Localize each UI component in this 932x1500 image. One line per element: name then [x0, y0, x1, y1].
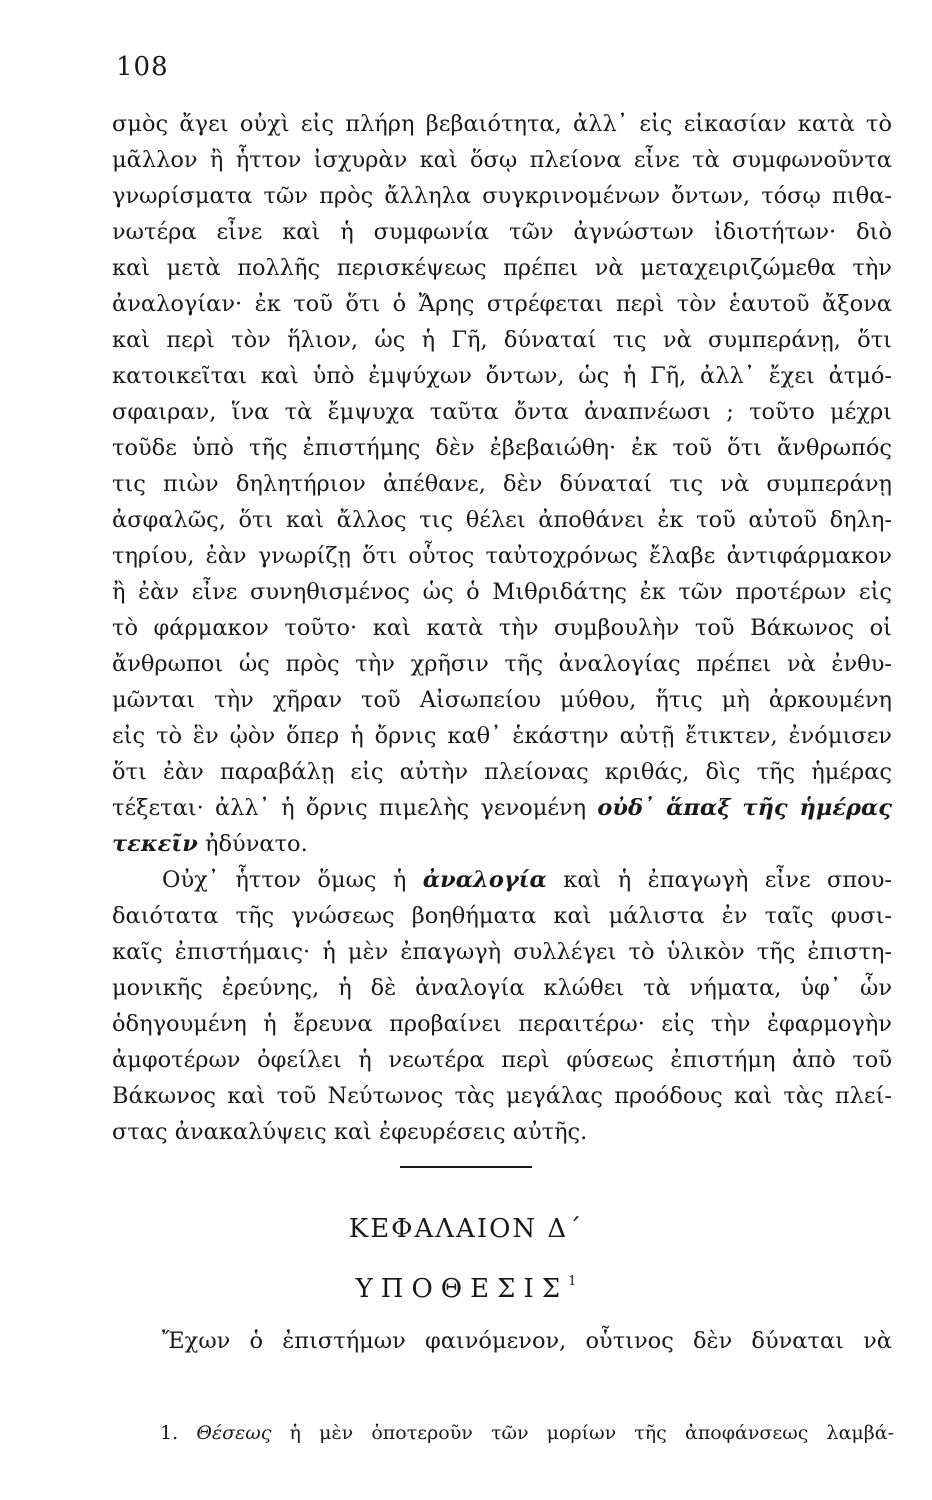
text-line: καὶ μετὰ πολλῆς περισκέψεως πρέπει νὰ μεταχειριζώμεθα τὴν	[112, 255, 892, 281]
text-line: τὸ φάρμακον τοῦτο· καὶ κατὰ τὴν συμβουλὴν τοῦ Βάκωνος οἱ	[112, 615, 892, 641]
text-line: μᾶλλον ἢ ἧττον ἰσχυρὰν καὶ ὅσῳ πλείονα εἶνε τὰ συμφωνοῦντα	[112, 147, 892, 173]
emphasis-text: οὐδ᾽ ἅπαξ τῆς ἡμέρας	[597, 795, 892, 821]
text-fragment: ἠδύνατο.	[197, 831, 308, 857]
text-line: νωτέρα εἶνε καὶ ἡ συμφωνία τῶν ἀγνώστων ἰδιοτήτων· διὸ	[112, 219, 892, 245]
text-line: γνωρίσματα τῶν πρὸς ἄλληλα συγκρινομένων ὄντων, τόσῳ πιθα-	[112, 183, 892, 209]
emphasis-text: τεκεῖν	[112, 831, 198, 857]
text-line: ἀσφαλῶς, ὅτι καὶ ἄλλος τις θέλει ἀποθάνει ἐκ τοῦ αὐτοῦ δηλη-	[112, 507, 892, 533]
emphasis-text: ἀναλογία	[422, 867, 547, 893]
text-line	[112, 826, 892, 862]
text-line	[112, 790, 892, 826]
text-line: εἰς τὸ ἓν ᾠὸν ὅπερ ἡ ὄρνις καθ᾽ ἑκάστην αὐτῇ ἔτικτεν, ἐνόμισεν	[112, 723, 892, 749]
chapter-title-text: ΥΠΟΘΕΣΙΣ	[355, 1274, 569, 1304]
text-line: δαιότατα τῆς γνώσεως βοηθήματα καὶ μάλιστα ἐν ταῖς φυσι-	[112, 903, 892, 929]
chapter-opening-line: Ἔχων ὁ ἐπιστήμων φαινόμενον, οὗτινος δὲν δύναται νὰ	[162, 1328, 892, 1354]
text-line: μονικῆς ἐρεύνης, ἡ δὲ ἀναλογία κλώθει τὰ νήματα, ὑφ᾽ ὧν	[112, 975, 892, 1001]
footnote-number: 1.	[160, 1422, 179, 1444]
text-line: ὅτι ἐὰν παραβάλῃ εἰς αὐτὴν πλείονας κριθάς, δὶς τῆς ἡμέρας	[112, 759, 892, 785]
text-fragment: καὶ ἡ ἐπαγωγὴ εἶνε σπου-	[546, 867, 892, 893]
text-line: Βάκωνος καὶ τοῦ Νεύτωνος τὰς μεγάλας προόδους καὶ τὰς πλεί-	[112, 1083, 892, 1109]
chapter-heading: ΚΕΦΑΛΑΙΟΝ Δ΄	[348, 1214, 584, 1244]
text-line: ὁδηγουμένη ἡ ἔρευνα προβαίνει περαιτέρω· εἰς τὴν ἐφαρμογὴν	[112, 1011, 892, 1037]
text-fragment: Οὐχ᾽ ἧττον ὅμως ἡ	[162, 867, 423, 893]
text-line: ἄνθρωποι ὡς πρὸς τὴν χρῆσιν τῆς ἀναλογίας πρέπει νὰ ἐνθυ-	[112, 651, 892, 677]
text-line: ἀναλογίαν· ἐκ τοῦ ὅτι ὁ Ἄρης στρέφεται περὶ τὸν ἑαυτοῦ ἄξονα	[112, 291, 892, 317]
text-fragment: τέξεται· ἀλλ᾽ ἡ ὄρνις πιμελὴς γενομένη	[112, 795, 598, 821]
text-line: τηρίου, ἐὰν γνωρίζῃ ὅτι οὗτος ταὐτοχρόνως ἔλαβε ἀντιφάρμακον	[112, 543, 892, 569]
text-line: κατοικεῖται καὶ ὑπὸ ἐμψύχων ὄντων, ὡς ἡ Γῆ, ἀλλ᾽ ἔχει ἀτμό-	[112, 363, 892, 389]
text-line: σφαιραν, ἵνα τὰ ἔμψυχα ταῦτα ὄντα ἀναπνέωσι ; τοῦτο μέχρι	[112, 399, 892, 425]
footnote-italic-word: Θέσεως	[196, 1422, 272, 1444]
section-divider	[400, 1166, 532, 1168]
text-line: σμὸς ἄγει οὐχὶ εἰς πλήρη βεβαιότητα, ἀλλ᾽ εἰς εἰκασίαν κατὰ τὸ	[112, 111, 892, 137]
footnote	[160, 1422, 894, 1444]
footnote-text: ἡ μὲν ὁποτεροῦν τῶν μορίων τῆς ἀποφάνσεως λαμβά-	[271, 1422, 894, 1444]
text-line: τοῦδε ὑπὸ τῆς ἐπιστήμης δὲν ἐβεβαιώθη· ἐκ τοῦ ὅτι ἄνθρωπός	[112, 435, 892, 461]
text-line: στας ἀνακαλύψεις καὶ ἐφευρέσεις αὐτῆς.	[112, 1119, 588, 1145]
text-line: μῶνται τὴν χῆραν τοῦ Αἰσωπείου μύθου, ἥτις μὴ ἀρκουμένη	[112, 687, 892, 713]
chapter-title	[0, 1274, 932, 1304]
footnote-marker: 1	[568, 1274, 577, 1289]
page-number: 108	[116, 52, 169, 82]
text-line: ἢ ἐὰν εἶνε συνηθισμένος ὡς ὁ Μιθριδάτης ἐκ τῶν προτέρων εἰς	[112, 579, 892, 605]
text-line	[112, 862, 892, 898]
text-line: ἀμφοτέρων ὀφείλει ἡ νεωτέρα περὶ φύσεως ἐπιστήμη ἀπὸ τοῦ	[112, 1047, 892, 1073]
body-text	[112, 106, 892, 1150]
text-line: τις πιὼν δηλητήριον ἀπέθανε, δὲν δύναταί τις νὰ συμπεράνῃ	[112, 471, 892, 497]
text-line: καῖς ἐπιστήμαις· ἡ μὲν ἐπαγωγὴ συλλέγει τὸ ὑλικὸν τῆς ἐπιστη-	[112, 939, 892, 965]
text-line: καὶ περὶ τὸν ἥλιον, ὡς ἡ Γῆ, δύναταί τις νὰ συμπεράνῃ, ὅτι	[112, 327, 892, 353]
